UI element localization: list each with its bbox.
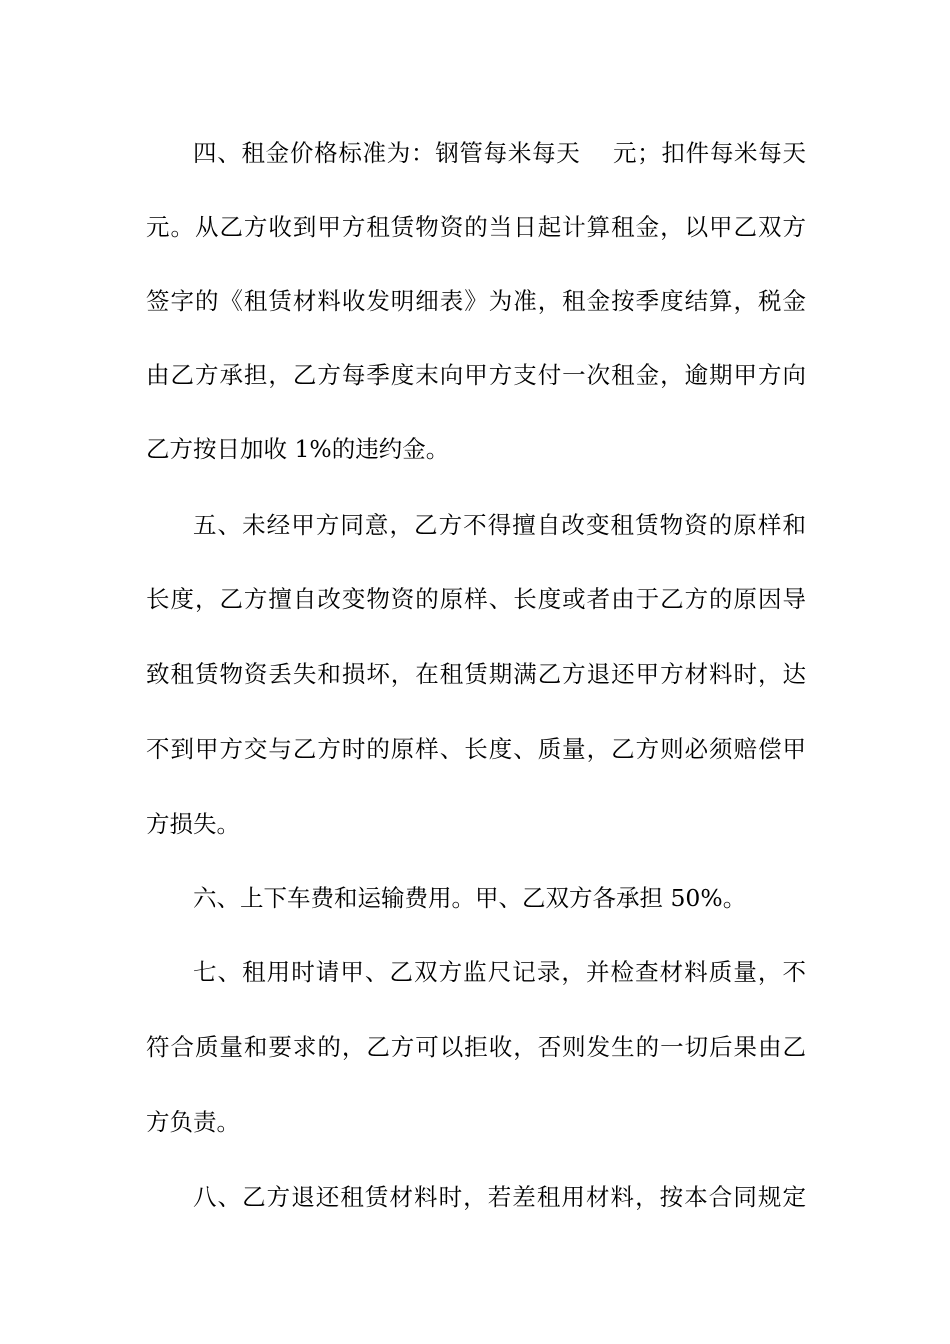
clause-5-line-1: 五、未经甲方同意，乙方不得擅自改变租赁物资的原样和 [193,511,806,539]
clause-4-line-1: 四、租金价格标准为：钢管每米每天 元；扣件每米每天 [193,139,806,167]
clause-7-line-2: 符合质量和要求的，乙方可以拒收，否则发生的一切后果由乙 [146,1033,806,1061]
clause-7-line-1: 七、租用时请甲、乙双方监尺记录，并检查材料质量，不 [193,958,806,986]
clause-5-line-3: 致租赁物资丢失和损坏，在租赁期满乙方退还甲方材料时，达 [146,660,806,688]
clause-4-line-4: 由乙方承担，乙方每季度末向甲方支付一次租金，逾期甲方向 [146,361,806,389]
clause-5-line-4: 不到甲方交与乙方时的原样、长度、质量，乙方则必须赔偿甲 [146,735,806,763]
clause-4-line-3: 签字的《租赁材料收发明细表》为准，租金按季度结算，税金 [146,287,806,315]
clause-4-line-2: 元。从乙方收到甲方租赁物资的当日起计算租金，以甲乙双方 [146,213,806,241]
clause-4-line-5: 乙方按日加收 1%的违约金。 [146,435,450,463]
clause-6-line-1: 六、上下车费和运输费用。甲、乙双方各承担 50%。 [193,884,747,912]
clause-5-line-5: 方损失。 [146,810,240,838]
clause-7-line-3: 方负责。 [146,1108,240,1136]
clause-8-line-1: 八、乙方退还租赁材料时，若差租用材料，按本合同规定 [193,1183,806,1211]
clause-5-line-2: 长度，乙方擅自改变物资的原样、长度或者由于乙方的原因导 [146,585,806,613]
